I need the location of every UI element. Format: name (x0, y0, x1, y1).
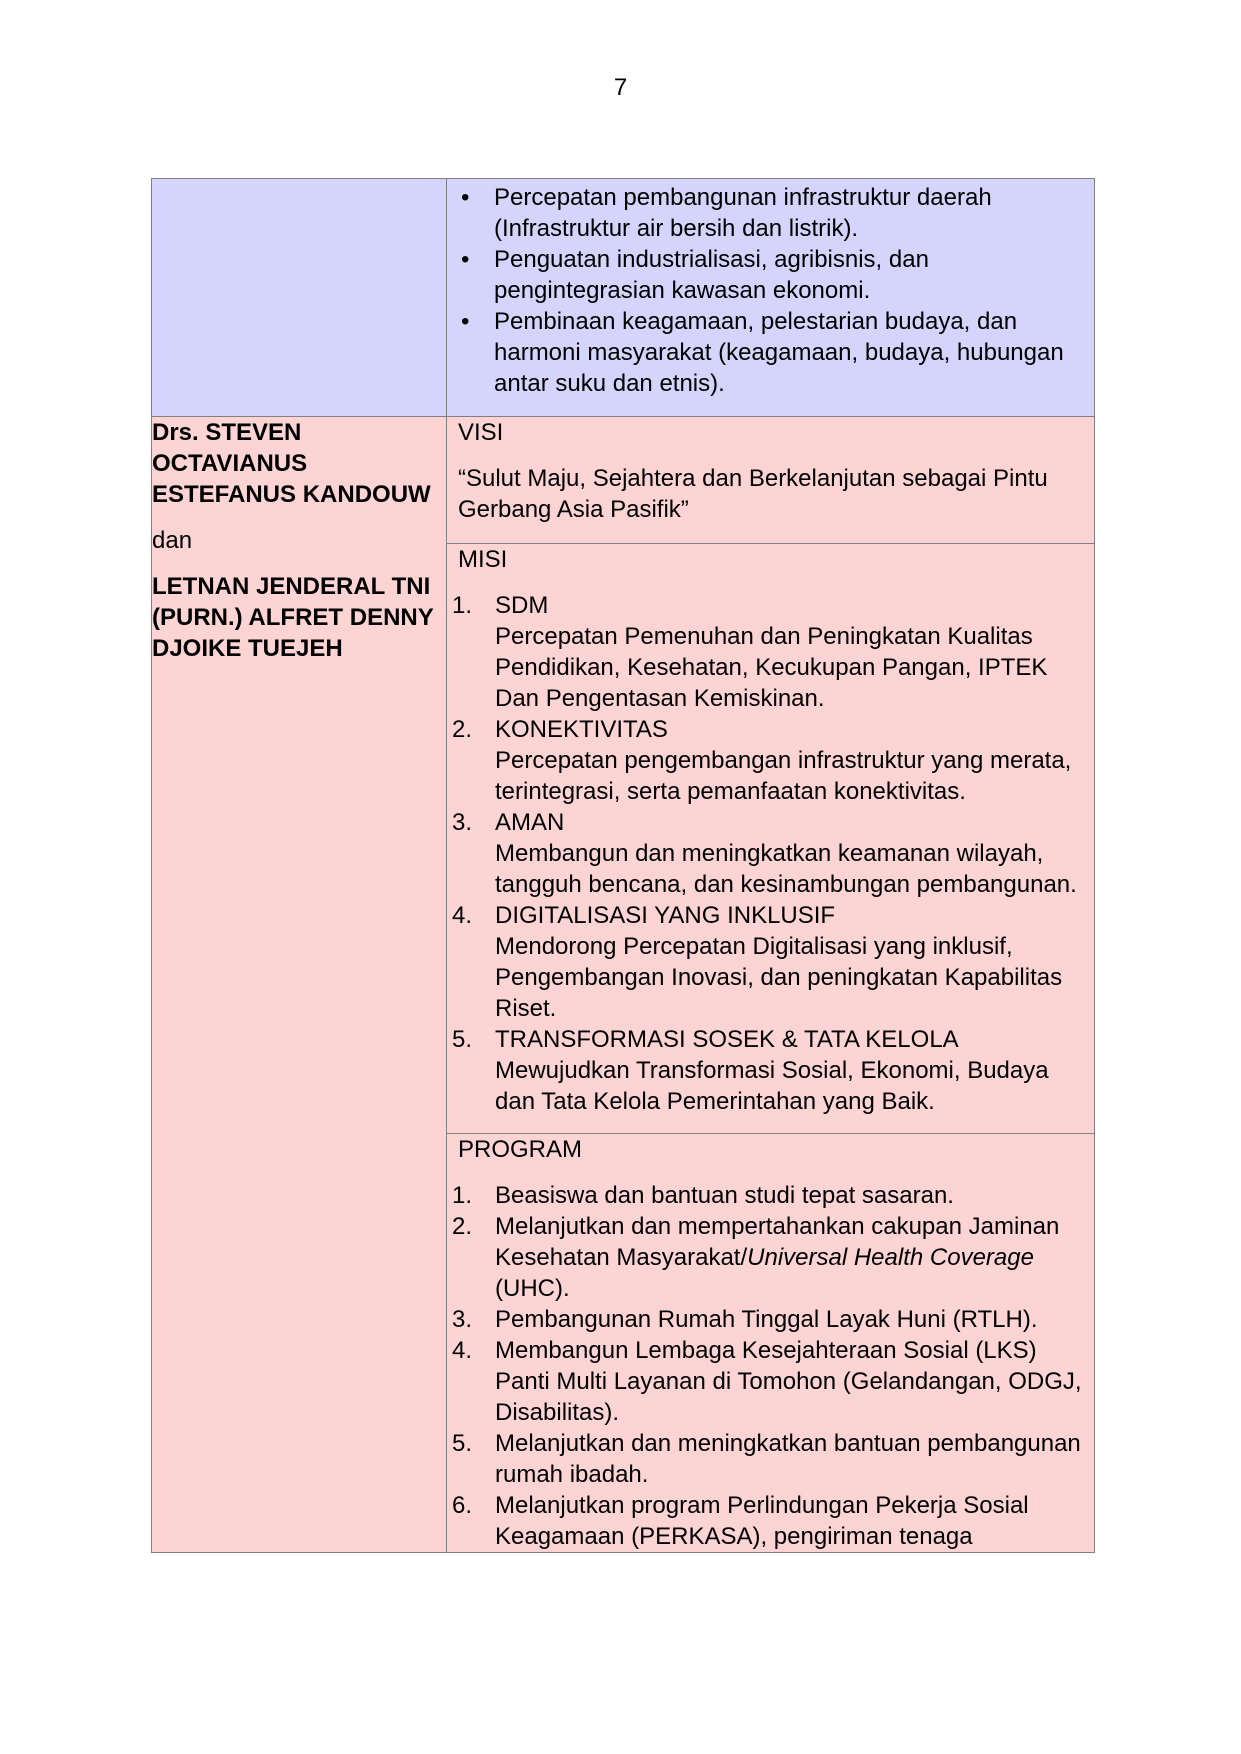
empty-cell (152, 179, 447, 417)
bullet-icon: • (461, 184, 470, 211)
list-item: • Percepatan pembangunan infrastruktur daerah (Infrastruktur air bersih dan listrik). (461, 184, 992, 242)
program-item: 3. Pembangunan Rumah Tinggal Layak Huni (RTLH). (452, 1306, 1038, 1333)
table-row-candidate (152, 417, 1095, 1553)
bullet-cell (447, 179, 1095, 417)
bullet-list (447, 179, 1094, 416)
misi-item: 4. DIGITALISASI YANG INKLUSIF Mendorong Percepatan Digitalisasi yang inklusif, Pengembangan Inovasi, dan peningkatan Kapabilitas Riset. (452, 902, 1063, 1022)
program-item: 6. Melanjutkan program Perlindungan Pekerja Sosial Keagamaan (PERKASA), pengiriman tenaga (452, 1492, 1029, 1550)
misi-item: 3. AMAN Membangun dan meningkatkan keamanan wilayah, tangguh bencana, dan kesinambungan pembangunan. (452, 809, 1077, 898)
misi-list (452, 590, 1084, 1133)
bullet-icon: • (461, 246, 470, 273)
program-item: 4. Membangun Lembaga Kesejahteraan Sosial (LKS) Panti Multi Layanan di Tomohon (Gelandangan, ODGJ, Disabilitas). (452, 1337, 1082, 1426)
program-section (447, 1133, 1094, 1552)
misi-item: 5. TRANSFORMASI SOSEK & TATA KELOLA Mewujudkan Transformasi Sosial, Ekonomi, Budaya dan Tata Kelola Pemerintahan yang Baik. (452, 1026, 1049, 1115)
candidate-conjunction: dan (152, 527, 193, 554)
bullet-icon: • (461, 308, 470, 335)
visi-section (447, 417, 1094, 525)
candidate-name-2: LETNAN JENDERAL TNI (PURN.) ALFRET DENNY DJOIKE TUEJEH (152, 573, 434, 662)
program-cell (447, 417, 1095, 1553)
misi-section (447, 543, 1094, 1133)
candidate-cell (152, 417, 447, 1553)
misi-item: 1. SDM Percepatan Pemenuhan dan Peningkatan Kualitas Pendidikan, Kesehatan, Kecukupan Pangan, IPTEK Dan Pengentasan Kemiskinan. (452, 592, 1048, 712)
list-item: • Pembinaan keagamaan, pelestarian budaya, dan harmoni masyarakat (keagamaan, budaya, hubungan antar suku dan etnis). (461, 308, 1064, 397)
visi-heading: VISI (458, 419, 504, 446)
candidate-name-1: Drs. STEVEN OCTAVIANUS ESTEFANUS KANDOUW (152, 419, 431, 508)
misi-item: 2. KONEKTIVITAS Percepatan pengembangan infrastruktur yang merata, terintegrasi, serta pemanfaatan konektivitas. (452, 716, 1072, 805)
page-number: 7 (613, 74, 628, 101)
list-item: • Penguatan industrialisasi, agribisnis, dan pengintegrasian kawasan ekonomi. (461, 246, 929, 304)
table-row-top (152, 179, 1095, 417)
program-list (452, 1180, 1084, 1552)
visi-text: “Sulut Maju, Sejahtera dan Berkelanjutan sebagai Pintu Gerbang Asia Pasifik” (458, 465, 1048, 523)
program-heading: PROGRAM (458, 1136, 583, 1163)
misi-heading: MISI (458, 546, 508, 573)
program-item: 1. Beasiswa dan bantuan studi tepat sasaran. (452, 1182, 954, 1209)
candidate-table (151, 178, 1095, 1553)
program-item: 5. Melanjutkan dan meningkatkan bantuan pembangunan rumah ibadah. (452, 1430, 1081, 1488)
program-item: 2. Melanjutkan dan mempertahankan cakupan Jaminan Kesehatan Masyarakat/Universal Health Coverage (UHC). (452, 1213, 1060, 1302)
